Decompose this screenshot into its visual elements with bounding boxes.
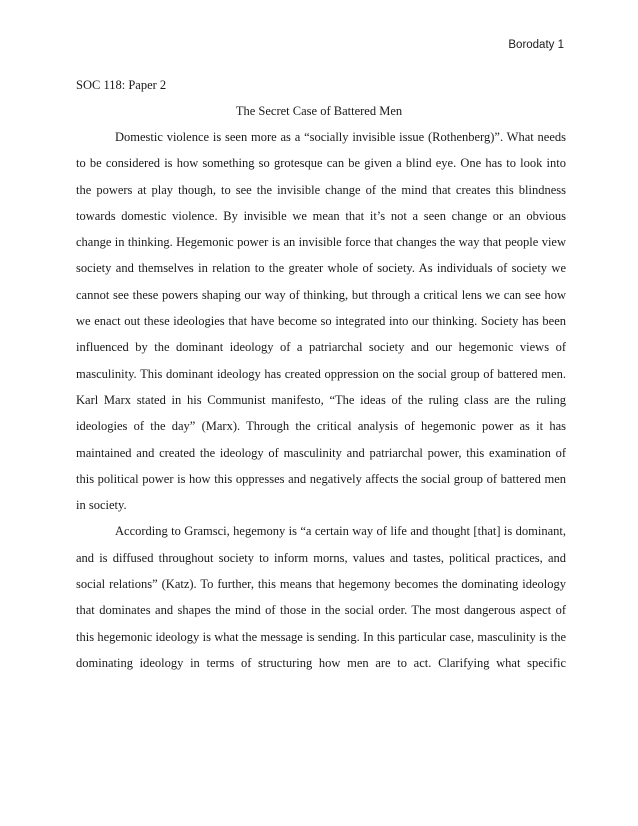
text-line: social relations” (Katz). To further, this means that hegemony becomes the dominating ideology [76, 577, 566, 592]
text-line: change in thinking. Hegemonic power is an invisible force that changes the way that people view [76, 235, 566, 250]
text-line: cannot see these powers shaping our way of thinking, but through a critical lens we can see how [76, 287, 566, 302]
text-line: we enact out these ideologies that have become so integrated into our thinking. Society has been [76, 314, 566, 329]
text-line: influenced by the dominant ideology of a patriarchal society and our hegemonic views of [76, 340, 566, 355]
text-line: and is diffused throughout society to inform morns, values and tastes, political practices, and [76, 550, 566, 565]
text-line: According to Gramsci, hegemony is “a certain way of life and thought [that] is dominant, [115, 524, 566, 539]
text-line: the powers at play though, to see the invisible change of the mind that creates this blindness [76, 182, 566, 197]
course-line: SOC 118: Paper 2 [76, 78, 167, 92]
text-line: this political power is how this oppresses and negatively affects the social group of battered men [76, 471, 566, 486]
paper-title: The Secret Case of Battered Men [235, 104, 403, 118]
text-line: to be considered is how something so grotesque can be given a blind eye. One has to look into [76, 156, 566, 171]
text-line: maintained and created the ideology of masculinity and patriarchal power, this examination of [76, 445, 566, 460]
text-line: in society. [76, 498, 127, 513]
text-line: ideologies of the day” (Marx). Through the critical analysis of hegemonic power as it has [76, 419, 566, 434]
text-line: towards domestic violence. By invisible we mean that it’s not a seen change or an obvious [76, 208, 566, 223]
text-line: Karl Marx stated in his Communist manifesto, “The ideas of the ruling class are the ruling [76, 392, 566, 407]
text-line: Domestic violence is seen more as a “socially invisible issue (Rothenberg)”. What needs [115, 130, 566, 144]
text-line: that dominates and shapes the mind of those in the social order. The most dangerous aspect of [76, 603, 566, 618]
text-line: dominating ideology in terms of structuring how men are to act. Clarifying what specific [76, 655, 566, 670]
text-line: society and themselves in relation to the greater whole of society. As individuals of society we [76, 261, 566, 276]
text-line: this hegemonic ideology is what the message is sending. In this particular case, masculinity is the [76, 629, 566, 644]
running-header: Borodaty 1 [508, 39, 564, 51]
body-text [76, 124, 566, 676]
text-line: masculinity. This dominant ideology has created oppression on the social group of battered men. [76, 366, 566, 381]
